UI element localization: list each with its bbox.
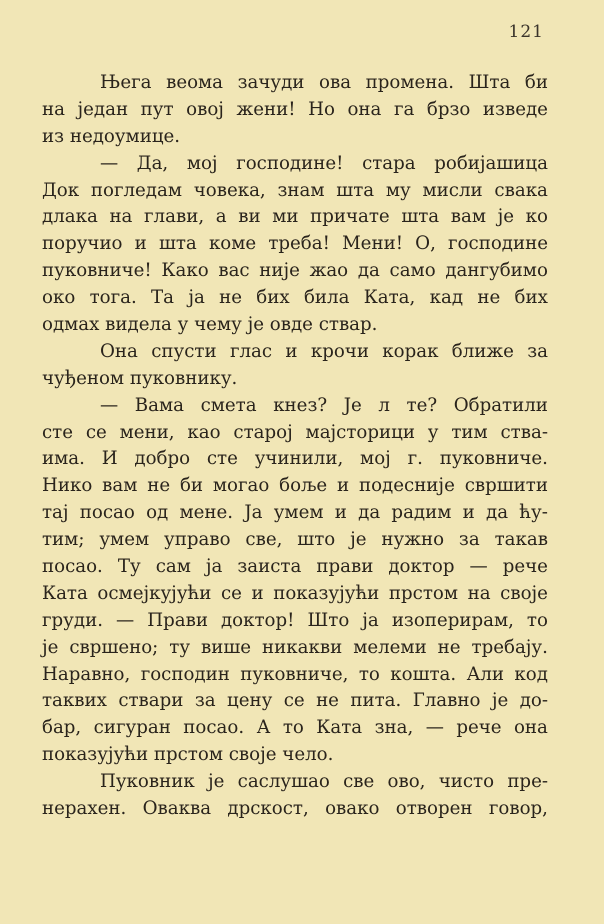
text-line: Док погледам човека, знам шта му мисли свака <box>42 179 548 201</box>
text-line: на један пут овој жени! Но она га брзо изведе <box>42 98 548 120</box>
text-line: Она спусти глас и крочи корак ближе за <box>100 340 548 362</box>
text-line: груди. — Прави доктор! Што ја изоперирам, то <box>42 609 548 631</box>
text-line: сте се мени, као старој мајсторици у тим ства- <box>42 421 548 443</box>
text-line: посао. Ту сам ја заиста прави доктор — рече <box>42 556 548 578</box>
text-line: је свршено; ту више никакви мелеми не требају. <box>42 636 548 658</box>
text-line: има. И добро сте учинили, мој г. пуковниче. <box>42 448 548 470</box>
text-line: Пуковник је саслушао све ово, чисто пре- <box>100 771 548 793</box>
text-line: поручио и шта коме треба! Мени! О, господине <box>42 233 548 255</box>
body-text <box>42 70 548 823</box>
text-line: тај посао од мене. Ја умем и да радим и да ћу- <box>42 502 548 524</box>
text-line: Нико вам не би могао боље и подесније свршити <box>42 475 548 497</box>
text-line: показујући прстом своје чело. <box>42 744 334 766</box>
text-line: Наравно, господин пуковниче, то кошта. Али код <box>42 663 548 685</box>
text-line: чуђеном пуковнику. <box>42 367 238 389</box>
text-line: одмах видела у чему је овде ствар. <box>42 314 378 336</box>
text-line: бар, сигуран посао. А то Ката зна, — рече она <box>42 717 548 739</box>
text-line: из недоумице. <box>42 125 181 147</box>
text-line: тим; умем управо све, што је нужно за такав <box>42 529 548 551</box>
text-line: — Вама смета кнез? Је л те? Обратили <box>100 394 548 416</box>
text-line: Њега веома зачуди ова промена. Шта би <box>100 72 548 93</box>
page-number: 121 <box>508 22 544 42</box>
text-line: таквих ствари за цену се не пита. Главно је до- <box>42 690 548 712</box>
text-line: — Да, мој господине! стара робијашица <box>100 152 548 174</box>
text-line: око тога. Та ја не бих била Ката, кад не бих <box>42 287 548 309</box>
text-line: Ката осмејкујући се и показујући прстом на своје <box>42 582 548 604</box>
text-line: длака на глави, а ви ми причате шта вам је ко <box>42 206 548 228</box>
text-line: пуковниче! Како вас није жао да само дангубимо <box>42 260 548 282</box>
text-line: нерахен. Оваква дрскост, овако отворен говор, <box>42 798 548 820</box>
